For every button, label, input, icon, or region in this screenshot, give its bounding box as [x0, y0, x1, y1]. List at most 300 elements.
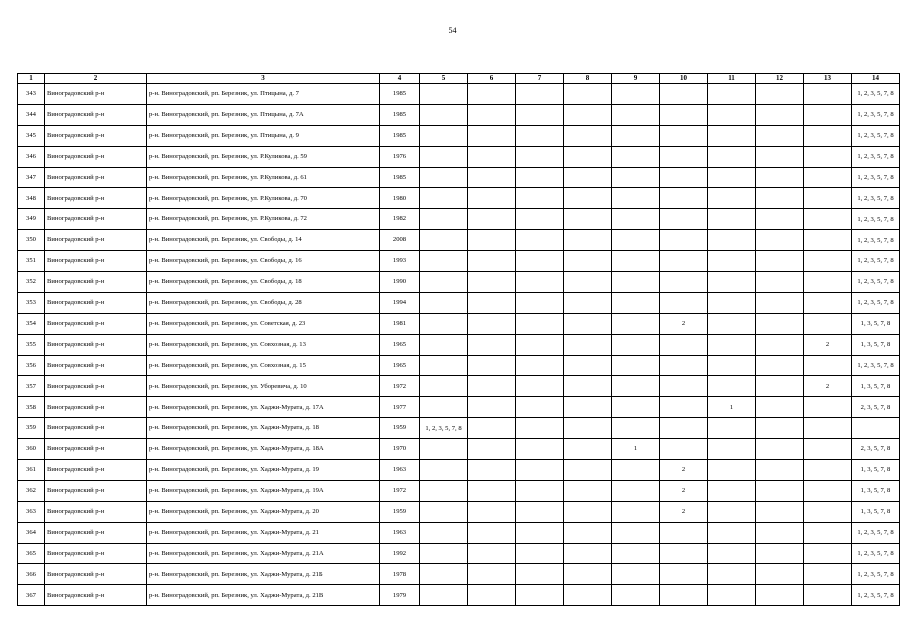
col5-cell [420, 84, 468, 105]
address-cell: р-н. Виноградовский, рп. Березник, ул. Р.Куликова, д. 72 [147, 209, 380, 230]
col14-cell: 1, 2, 3, 5, 7, 8 [852, 564, 900, 585]
column-header: 8 [564, 74, 612, 84]
col7-cell [516, 292, 564, 313]
col12-cell [756, 460, 804, 481]
col13-cell: 2 [804, 376, 852, 397]
address-cell: р-н. Виноградовский, рп. Березник, ул. Советская, д. 23 [147, 313, 380, 334]
col6-cell [468, 543, 516, 564]
col6-cell [468, 564, 516, 585]
table-row [18, 439, 900, 460]
col5-cell [420, 292, 468, 313]
district-cell: Виноградовский р-н [45, 543, 147, 564]
table-row [18, 251, 900, 272]
address-cell: р-н. Виноградовский, рп. Березник, ул. Хаджи-Мурата, д. 17А [147, 397, 380, 418]
row-number-cell: 366 [18, 564, 45, 585]
col10-cell [660, 272, 708, 293]
col5-cell [420, 585, 468, 606]
col11-cell [708, 272, 756, 293]
col9-cell [612, 167, 660, 188]
column-header: 11 [708, 74, 756, 84]
col11-cell [708, 439, 756, 460]
col13-cell [804, 167, 852, 188]
page-number: 54 [448, 26, 457, 35]
col14-cell [852, 418, 900, 439]
col10-cell [660, 188, 708, 209]
col5-cell [420, 230, 468, 251]
district-cell: Виноградовский р-н [45, 146, 147, 167]
column-header: 4 [380, 74, 420, 84]
col7-cell [516, 104, 564, 125]
col5-cell [420, 355, 468, 376]
col6-cell [468, 480, 516, 501]
col12-cell [756, 104, 804, 125]
col11-cell [708, 230, 756, 251]
col13-cell [804, 418, 852, 439]
district-cell: Виноградовский р-н [45, 585, 147, 606]
col9-cell [612, 125, 660, 146]
col11-cell [708, 188, 756, 209]
col9-cell [612, 146, 660, 167]
col8-cell [564, 251, 612, 272]
col7-cell [516, 334, 564, 355]
year-cell: 1978 [380, 564, 420, 585]
column-header: 6 [468, 74, 516, 84]
col8-cell [564, 104, 612, 125]
col5-cell [420, 272, 468, 293]
col12-cell [756, 167, 804, 188]
year-cell: 1976 [380, 146, 420, 167]
col13-cell [804, 564, 852, 585]
col13-cell [804, 585, 852, 606]
year-cell: 1965 [380, 334, 420, 355]
address-cell: р-н. Виноградовский, рп. Березник, ул. Хаджи-Мурата, д. 21А [147, 543, 380, 564]
year-cell: 1965 [380, 355, 420, 376]
year-cell: 1985 [380, 167, 420, 188]
year-cell: 1985 [380, 125, 420, 146]
col13-cell [804, 522, 852, 543]
col14-cell: 1, 2, 3, 5, 7, 8 [852, 251, 900, 272]
col5-cell [420, 480, 468, 501]
col14-cell: 1, 2, 3, 5, 7, 8 [852, 543, 900, 564]
col8-cell [564, 272, 612, 293]
col11-cell [708, 146, 756, 167]
district-cell: Виноградовский р-н [45, 167, 147, 188]
col14-cell: 1, 2, 3, 5, 7, 8 [852, 272, 900, 293]
col11-cell [708, 209, 756, 230]
col10-cell [660, 146, 708, 167]
col5-cell [420, 439, 468, 460]
col11-cell [708, 376, 756, 397]
col12-cell [756, 272, 804, 293]
col6-cell [468, 376, 516, 397]
col11-cell [708, 522, 756, 543]
col6-cell [468, 209, 516, 230]
address-cell: р-н. Виноградовский, рп. Березник, ул. Птицына, д. 7 [147, 84, 380, 105]
col8-cell [564, 167, 612, 188]
col9-cell [612, 292, 660, 313]
col8-cell [564, 334, 612, 355]
col12-cell [756, 439, 804, 460]
table-row [18, 564, 900, 585]
year-cell: 1985 [380, 84, 420, 105]
col5-cell [420, 209, 468, 230]
col7-cell [516, 209, 564, 230]
year-cell: 1979 [380, 585, 420, 606]
col14-cell: 1, 3, 5, 7, 8 [852, 376, 900, 397]
col8-cell [564, 439, 612, 460]
district-cell: Виноградовский р-н [45, 251, 147, 272]
col14-cell: 1, 2, 3, 5, 7, 8 [852, 188, 900, 209]
address-cell: р-н. Виноградовский, рп. Березник, ул. Р.Куликова, д. 59 [147, 146, 380, 167]
year-cell: 2008 [380, 230, 420, 251]
col5-cell [420, 543, 468, 564]
year-cell: 1977 [380, 397, 420, 418]
col14-cell: 1, 2, 3, 5, 7, 8 [852, 230, 900, 251]
address-cell: р-н. Виноградовский, рп. Березник, ул. Хаджи-Мурата, д. 19 [147, 460, 380, 481]
col10-cell [660, 230, 708, 251]
col13-cell [804, 397, 852, 418]
year-cell: 1959 [380, 501, 420, 522]
col13-cell [804, 209, 852, 230]
year-cell: 1981 [380, 313, 420, 334]
row-number-cell: 345 [18, 125, 45, 146]
col5-cell [420, 376, 468, 397]
col12-cell [756, 480, 804, 501]
col12-cell [756, 292, 804, 313]
district-cell: Виноградовский р-н [45, 355, 147, 376]
year-cell: 1990 [380, 272, 420, 293]
col11-cell [708, 564, 756, 585]
row-number-cell: 353 [18, 292, 45, 313]
col8-cell [564, 376, 612, 397]
col13-cell [804, 355, 852, 376]
col7-cell [516, 543, 564, 564]
col5-cell [420, 188, 468, 209]
row-number-cell: 343 [18, 84, 45, 105]
district-cell: Виноградовский р-н [45, 292, 147, 313]
district-cell: Виноградовский р-н [45, 272, 147, 293]
col7-cell [516, 376, 564, 397]
col7-cell [516, 167, 564, 188]
row-number-cell: 352 [18, 272, 45, 293]
row-number-cell: 349 [18, 209, 45, 230]
col11-cell [708, 104, 756, 125]
col14-cell: 1, 3, 5, 7, 8 [852, 313, 900, 334]
col5-cell [420, 251, 468, 272]
col11-cell [708, 355, 756, 376]
col13-cell [804, 230, 852, 251]
address-cell: р-н. Виноградовский, рп. Березник, ул. Хаджи-Мурата, д. 19А [147, 480, 380, 501]
col13-cell [804, 188, 852, 209]
year-cell: 1994 [380, 292, 420, 313]
col12-cell [756, 564, 804, 585]
col7-cell [516, 146, 564, 167]
row-number-cell: 359 [18, 418, 45, 439]
address-cell: р-н. Виноградовский, рп. Березник, ул. Хаджи-Мурата, д. 21Б [147, 564, 380, 585]
table-row [18, 397, 900, 418]
col12-cell [756, 125, 804, 146]
col9-cell [612, 501, 660, 522]
col13-cell [804, 125, 852, 146]
year-cell: 1963 [380, 460, 420, 481]
col8-cell [564, 397, 612, 418]
col12-cell [756, 397, 804, 418]
col10-cell [660, 167, 708, 188]
col8-cell [564, 209, 612, 230]
table-row [18, 209, 900, 230]
housing-register-table [17, 73, 900, 606]
year-cell: 1972 [380, 376, 420, 397]
row-number-cell: 360 [18, 439, 45, 460]
col9-cell [612, 251, 660, 272]
col5-cell [420, 125, 468, 146]
col11-cell [708, 460, 756, 481]
col14-cell: 1, 2, 3, 5, 7, 8 [852, 104, 900, 125]
col11-cell [708, 292, 756, 313]
col10-cell [660, 418, 708, 439]
col10-cell: 2 [660, 313, 708, 334]
col14-cell: 1, 2, 3, 5, 7, 8 [852, 84, 900, 105]
address-cell: р-н. Виноградовский, рп. Березник, ул. Уборевича, д. 10 [147, 376, 380, 397]
col11-cell [708, 251, 756, 272]
table-row [18, 272, 900, 293]
col7-cell [516, 313, 564, 334]
col12-cell [756, 418, 804, 439]
column-header: 2 [45, 74, 147, 84]
row-number-cell: 346 [18, 146, 45, 167]
col6-cell [468, 167, 516, 188]
col7-cell [516, 480, 564, 501]
col8-cell [564, 84, 612, 105]
table-row [18, 167, 900, 188]
address-cell: р-н. Виноградовский, рп. Березник, ул. Совхозная, д. 13 [147, 334, 380, 355]
col7-cell [516, 564, 564, 585]
address-cell: р-н. Виноградовский, рп. Березник, ул. Хаджи-Мурата, д. 18 [147, 418, 380, 439]
col10-cell [660, 84, 708, 105]
address-cell: р-н. Виноградовский, рп. Березник, ул. Хаджи-Мурата, д. 21 [147, 522, 380, 543]
table-row [18, 292, 900, 313]
col10-cell [660, 209, 708, 230]
col10-cell [660, 104, 708, 125]
col9-cell [612, 334, 660, 355]
district-cell: Виноградовский р-н [45, 522, 147, 543]
col10-cell [660, 543, 708, 564]
col10-cell [660, 125, 708, 146]
col14-cell: 1, 3, 5, 7, 8 [852, 460, 900, 481]
col5-cell [420, 146, 468, 167]
col13-cell [804, 460, 852, 481]
district-cell: Виноградовский р-н [45, 376, 147, 397]
col8-cell [564, 125, 612, 146]
district-cell: Виноградовский р-н [45, 418, 147, 439]
address-cell: р-н. Виноградовский, рп. Березник, ул. Свободы, д. 18 [147, 272, 380, 293]
col7-cell [516, 418, 564, 439]
col10-cell [660, 585, 708, 606]
col12-cell [756, 334, 804, 355]
col14-cell: 1, 2, 3, 5, 7, 8 [852, 167, 900, 188]
col8-cell [564, 355, 612, 376]
col7-cell [516, 272, 564, 293]
col8-cell [564, 230, 612, 251]
col9-cell [612, 188, 660, 209]
district-cell: Виноградовский р-н [45, 480, 147, 501]
year-cell: 1970 [380, 439, 420, 460]
row-number-cell: 357 [18, 376, 45, 397]
col12-cell [756, 84, 804, 105]
col7-cell [516, 460, 564, 481]
col14-cell: 1, 2, 3, 5, 7, 8 [852, 125, 900, 146]
col10-cell [660, 564, 708, 585]
col11-cell [708, 543, 756, 564]
col8-cell [564, 418, 612, 439]
col7-cell [516, 501, 564, 522]
col13-cell [804, 313, 852, 334]
col8-cell [564, 146, 612, 167]
col5-cell: 1, 2, 3, 5, 7, 8 [420, 418, 468, 439]
col12-cell [756, 251, 804, 272]
col13-cell [804, 84, 852, 105]
col11-cell: 1 [708, 397, 756, 418]
district-cell: Виноградовский р-н [45, 313, 147, 334]
col12-cell [756, 376, 804, 397]
col9-cell [612, 355, 660, 376]
col6-cell [468, 272, 516, 293]
col13-cell [804, 480, 852, 501]
table-row [18, 501, 900, 522]
col6-cell [468, 251, 516, 272]
year-cell: 1985 [380, 104, 420, 125]
col12-cell [756, 501, 804, 522]
col8-cell [564, 585, 612, 606]
col13-cell [804, 104, 852, 125]
table-row [18, 313, 900, 334]
address-cell: р-н. Виноградовский, рп. Березник, ул. Хаджи-Мурата, д. 21В [147, 585, 380, 606]
table-row [18, 376, 900, 397]
row-number-cell: 367 [18, 585, 45, 606]
col8-cell [564, 564, 612, 585]
row-number-cell: 358 [18, 397, 45, 418]
table-row [18, 460, 900, 481]
col6-cell [468, 292, 516, 313]
col8-cell [564, 501, 612, 522]
col5-cell [420, 501, 468, 522]
col8-cell [564, 313, 612, 334]
col8-cell [564, 460, 612, 481]
row-number-cell: 348 [18, 188, 45, 209]
col6-cell [468, 188, 516, 209]
column-header: 7 [516, 74, 564, 84]
table-row [18, 355, 900, 376]
col12-cell [756, 355, 804, 376]
col9-cell [612, 209, 660, 230]
col9-cell [612, 585, 660, 606]
col12-cell [756, 543, 804, 564]
col7-cell [516, 84, 564, 105]
table-row [18, 84, 900, 105]
col6-cell [468, 334, 516, 355]
col14-cell: 1, 2, 3, 5, 7, 8 [852, 292, 900, 313]
col10-cell [660, 334, 708, 355]
year-cell: 1993 [380, 251, 420, 272]
col13-cell [804, 439, 852, 460]
col6-cell [468, 585, 516, 606]
district-cell: Виноградовский р-н [45, 439, 147, 460]
col6-cell [468, 460, 516, 481]
col6-cell [468, 84, 516, 105]
col13-cell [804, 146, 852, 167]
col5-cell [420, 564, 468, 585]
table-row [18, 543, 900, 564]
row-number-cell: 351 [18, 251, 45, 272]
col13-cell [804, 251, 852, 272]
col10-cell [660, 292, 708, 313]
col13-cell [804, 543, 852, 564]
col10-cell [660, 376, 708, 397]
district-cell: Виноградовский р-н [45, 501, 147, 522]
col11-cell [708, 84, 756, 105]
col6-cell [468, 313, 516, 334]
col7-cell [516, 585, 564, 606]
row-number-cell: 344 [18, 104, 45, 125]
address-cell: р-н. Виноградовский, рп. Березник, ул. Птицына, д. 7А [147, 104, 380, 125]
col9-cell [612, 543, 660, 564]
column-header: 13 [804, 74, 852, 84]
column-header: 14 [852, 74, 900, 84]
col14-cell: 1, 2, 3, 5, 7, 8 [852, 522, 900, 543]
col14-cell: 1, 3, 5, 7, 8 [852, 480, 900, 501]
col8-cell [564, 543, 612, 564]
year-cell: 1972 [380, 480, 420, 501]
col7-cell [516, 397, 564, 418]
district-cell: Виноградовский р-н [45, 125, 147, 146]
row-number-cell: 356 [18, 355, 45, 376]
col11-cell [708, 585, 756, 606]
col6-cell [468, 501, 516, 522]
col11-cell [708, 480, 756, 501]
col12-cell [756, 230, 804, 251]
col9-cell [612, 480, 660, 501]
col10-cell: 2 [660, 480, 708, 501]
column-header: 9 [612, 74, 660, 84]
col14-cell: 2, 3, 5, 7, 8 [852, 397, 900, 418]
table-body [18, 84, 900, 606]
year-cell: 1963 [380, 522, 420, 543]
table-row [18, 585, 900, 606]
year-cell: 1980 [380, 188, 420, 209]
col7-cell [516, 439, 564, 460]
col10-cell [660, 355, 708, 376]
col5-cell [420, 397, 468, 418]
column-header: 3 [147, 74, 380, 84]
col14-cell: 1, 2, 3, 5, 7, 8 [852, 355, 900, 376]
col6-cell [468, 522, 516, 543]
col14-cell: 1, 3, 5, 7, 8 [852, 501, 900, 522]
col14-cell: 1, 2, 3, 5, 7, 8 [852, 585, 900, 606]
row-number-cell: 365 [18, 543, 45, 564]
col7-cell [516, 522, 564, 543]
col11-cell [708, 313, 756, 334]
district-cell: Виноградовский р-н [45, 188, 147, 209]
col12-cell [756, 146, 804, 167]
header-row [18, 74, 900, 84]
col9-cell [612, 272, 660, 293]
table-row [18, 125, 900, 146]
table-row [18, 480, 900, 501]
col14-cell: 2, 3, 5, 7, 8 [852, 439, 900, 460]
col9-cell [612, 522, 660, 543]
col13-cell [804, 501, 852, 522]
table-row [18, 146, 900, 167]
